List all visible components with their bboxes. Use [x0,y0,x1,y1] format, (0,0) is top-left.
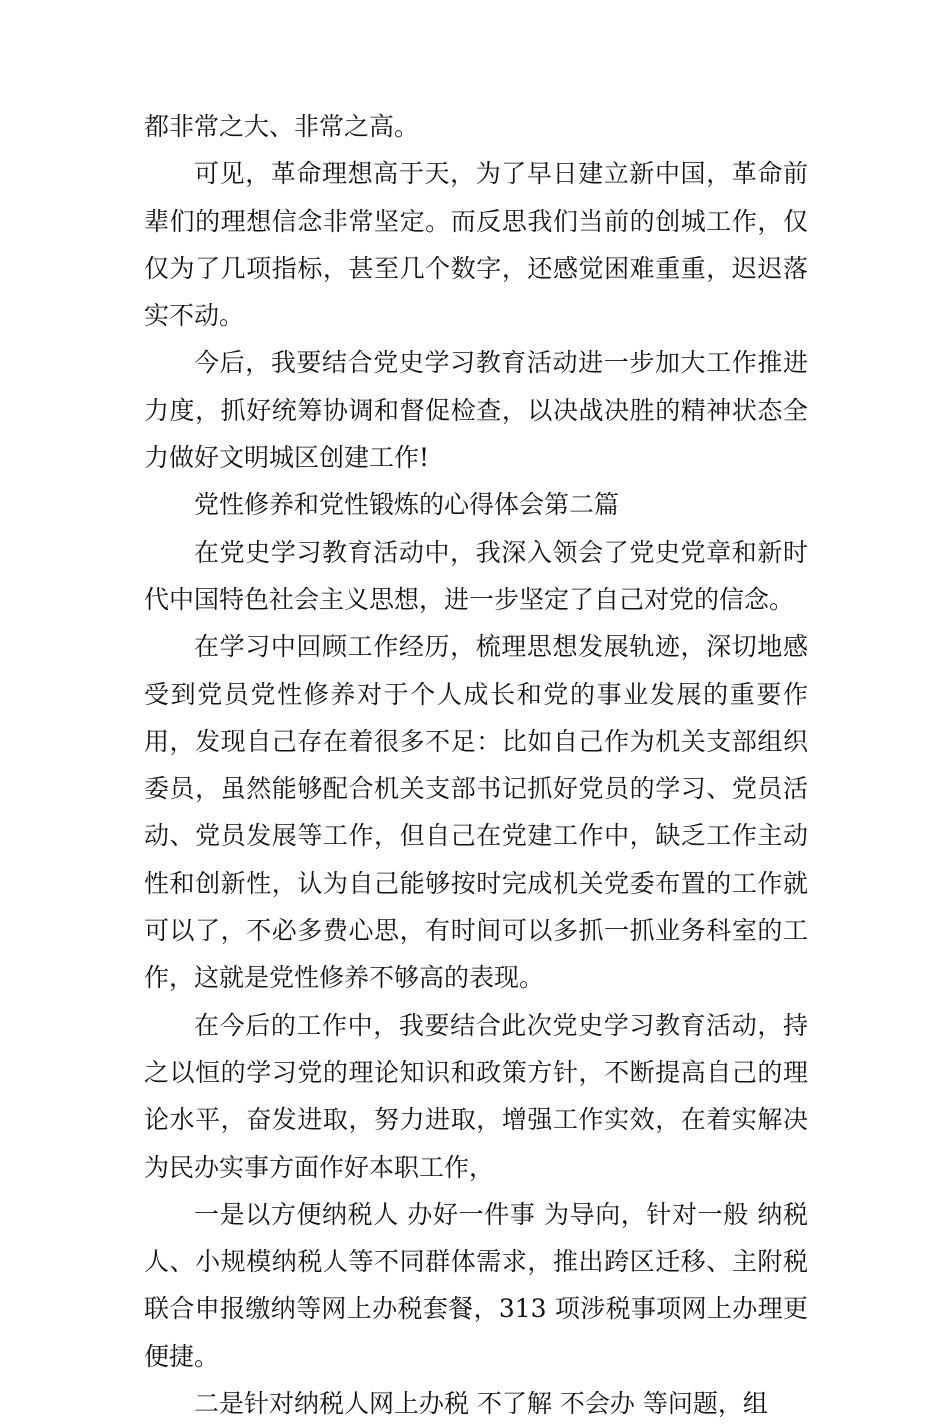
paragraph: 在党史学习教育活动中，我深入领会了党史党章和新时代中国特色社会主义思想，进一步坚定了自己对党的信念。 [144,537,808,614]
paragraph: 可见，革命理想高于天，为了早日建立新中国，革命前辈们的理想信念非常坚定。而反思我们当前的创城工作，仅仅为了几项指标，甚至几个数字，还感觉困难重重，迟迟落实不动。 [144,159,808,331]
paragraph: 一是以方便纳税人 办好一件事 为导向，针对一般 纳税人、小规模纳税人等不同群体需求，推出跨区迁移、主附税联合申报缴纳等网上办税套餐，313 项涉税事项网上办理更便捷。 [144,1199,808,1371]
document-body [144,103,808,1427]
paragraph: 今后，我要结合党史学习教育活动进一步加大工作推进力度，抓好统筹协调和督促检查，以决战决胜的精神状态全力做好文明城区创建工作! [144,348,808,473]
paragraph-continuation: 都非常之大、非常之高。 [144,112,420,141]
paragraph: 在今后的工作中，我要结合此次党史学习教育活动，持之以恒的学习党的理论知识和政策方针，不断提高自己的理论水平，奋发进取，努力进取，增强工作实效，在着实解决为民办实事方面作好本职工作， [144,1010,808,1182]
paragraph: 在学习中回顾工作经历，梳理思想发展轨迹，深切地感受到党员党性修养对于个人成长和党的事业发展的重要作用，发现自己存在着很多不足：比如自己作为机关支部组织委员，虽然能够配合机关支部书记抓好党员的学习、党员活动、党员发展等工作，但自己在党建工作中，缺乏工作主动性和创新性，认为自己能够按时完成机关党委布置的工作就可以了，不必多费心思，有时间可以多抓一抓业务科室的工作，这就是党性修养不够高的表现。 [144,632,808,993]
paragraph: 二是针对纳税人网上办税 不了解 不会办 等问题，组 [194,1389,768,1419]
section-heading: 党性修养和党性锻炼的心得体会第二篇 [194,490,620,520]
